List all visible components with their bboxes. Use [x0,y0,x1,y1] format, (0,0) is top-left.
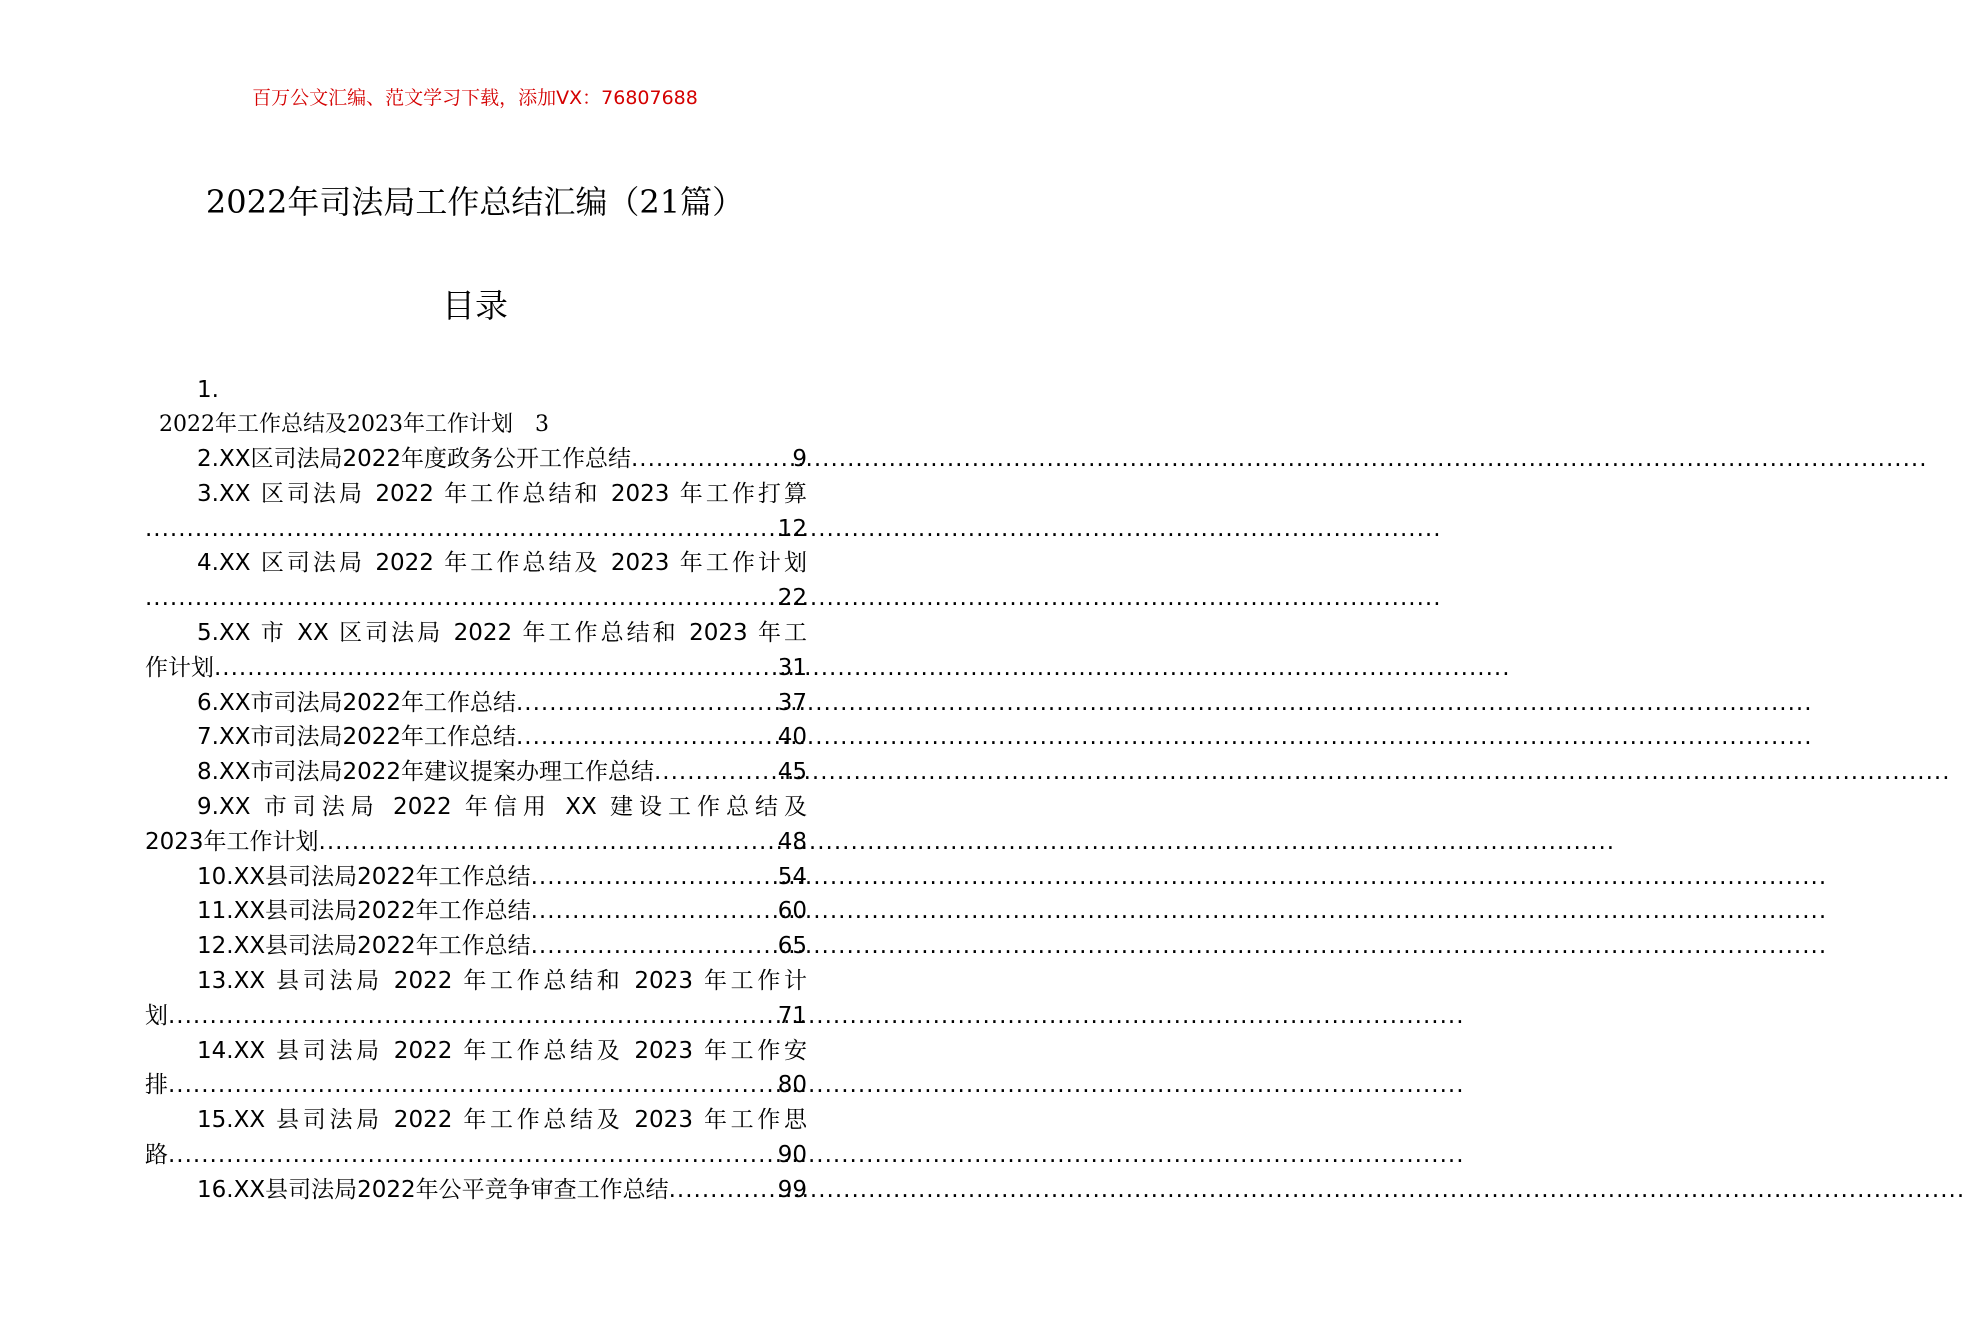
dot-leader [516,720,776,755]
toc-page-number: 9 [792,446,807,472]
toc-page-number: 99 [777,1176,807,1203]
toc-entry-title-continued: 划 [145,1002,168,1029]
dot-leader [516,686,776,721]
toc-page-number: 60 [777,898,807,925]
toc-entry-14[interactable] [145,1034,807,1104]
toc-entry-3[interactable] [145,477,807,547]
toc-entry-title: 4.XX 区司法局 2022 年工作总结及 2023 年工作计划 [197,550,807,577]
toc-entry-title-continued: 2023年工作计划 [145,828,319,855]
dot-leader [168,1138,776,1173]
toc-entry-title-continued: 排 [145,1072,168,1099]
dot-leader [168,1068,776,1103]
toc-page-number: 40 [777,724,807,751]
toc-entry-16[interactable] [145,1173,807,1208]
toc-entry-title: 16.XX县司法局2022年公平竞争审查工作总结 [197,1176,669,1203]
dot-leader [145,512,776,547]
toc-entry-title: 10.XX县司法局2022年工作总结 [197,863,531,890]
toc-entry-10[interactable] [145,860,807,895]
toc-entry-12[interactable] [145,929,807,964]
dot-leader [319,825,776,860]
dot-leader [631,442,790,477]
toc-entry-5[interactable] [145,616,807,686]
toc-entry-title: 8.XX市司法局2022年建议提案办理工作总结 [197,759,654,786]
dot-leader [531,860,776,895]
promo-banner: 百万公文汇编、范文学习下载，添加VX：76807688 [252,87,698,109]
toc-entry-number: 1. [197,377,219,403]
toc-entry-4[interactable] [145,546,807,616]
toc-entry-6[interactable] [145,686,807,721]
toc-page-number: 54 [777,863,807,890]
toc-entry-title: 9.XX 市司法局 2022 年信用 XX 建设工作总结及 [197,793,807,820]
toc-entry-title: 14.XX 县司法局 2022 年工作总结及 2023 年工作安 [197,1037,807,1064]
toc-page-number: 65 [777,933,807,960]
document-page [0,0,950,1344]
toc-entry-title: 12.XX县司法局2022年工作总结 [197,933,531,960]
toc-entry-7[interactable] [145,720,807,755]
table-of-contents [145,372,807,1208]
document-title: 2022年司法局工作总结汇编（21篇） [205,183,745,221]
toc-page-number: 31 [777,654,807,681]
toc-entry-1[interactable] [145,372,807,442]
dot-leader [669,1173,776,1208]
toc-page-number: 71 [777,1002,807,1029]
toc-entry-2[interactable] [145,442,807,477]
toc-page-number: 12 [777,515,807,542]
dot-leader [145,581,776,616]
toc-heading: 目录 [442,286,508,325]
dot-leader [168,999,776,1034]
toc-entry-9[interactable] [145,790,807,860]
toc-page-number: 37 [777,689,807,716]
toc-entry-title: 2022年工作总结及2023年工作计划 [159,412,513,437]
toc-entry-title-continued: 作计划 [145,654,214,681]
toc-page-number: 90 [777,1141,807,1168]
toc-entry-title: 2.XX区司法局2022年度政务公开工作总结 [197,446,631,472]
toc-entry-title-continued: 路 [145,1141,168,1168]
toc-entry-title: 5.XX 市 XX 区司法局 2022 年工作总结和 2023 年工 [197,619,807,646]
dot-leader [214,651,776,686]
toc-entry-title: 7.XX市司法局2022年工作总结 [197,724,516,751]
toc-page-number: 22 [777,585,807,612]
dot-leader [531,929,776,964]
toc-entry-title: 15.XX 县司法局 2022 年工作总结及 2023 年工作思 [197,1107,807,1134]
toc-page-number: 3 [534,412,549,437]
toc-entry-11[interactable] [145,894,807,929]
toc-entry-title: 13.XX 县司法局 2022 年工作总结和 2023 年工作计 [197,967,807,994]
toc-entry-13[interactable] [145,964,807,1034]
toc-entry-15[interactable] [145,1103,807,1173]
toc-page-number: 48 [777,828,807,855]
toc-page-number: 80 [777,1072,807,1099]
toc-entry-title: 3.XX 区司法局 2022 年工作总结和 2023 年工作打算 [197,480,807,507]
toc-page-number: 45 [777,759,807,786]
toc-entry-text-line [145,408,807,442]
toc-entry-title: 11.XX县司法局2022年工作总结 [197,898,531,925]
dot-leader [531,894,776,929]
toc-entry-8[interactable] [145,755,807,790]
toc-entry-title: 6.XX市司法局2022年工作总结 [197,689,516,716]
dot-leader [654,755,776,790]
